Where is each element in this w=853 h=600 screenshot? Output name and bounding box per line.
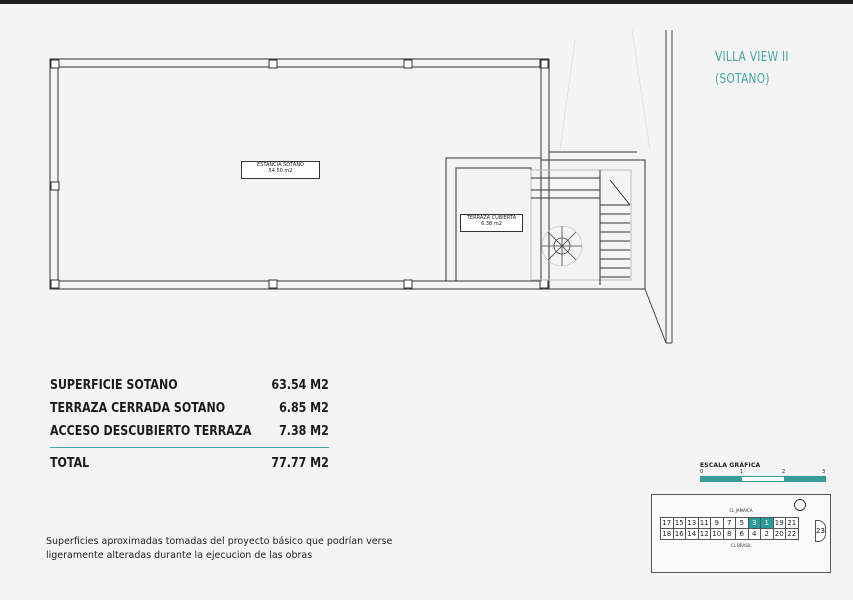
lot-17: 17 — [660, 517, 674, 529]
area-row — [50, 397, 329, 420]
site-plan-key — [651, 494, 831, 573]
project-level: (SOTANO) — [715, 72, 770, 87]
project-title — [715, 47, 789, 91]
room-area: 6.38 m2 — [481, 221, 502, 227]
lot-9: 9 — [710, 517, 724, 529]
lot-2: 2 — [760, 528, 774, 540]
lot-4: 4 — [748, 528, 762, 540]
lot-12: 12 — [698, 528, 712, 540]
lot-15: 15 — [673, 517, 687, 529]
lot-22: 22 — [785, 528, 799, 540]
lot-21: 21 — [785, 517, 799, 529]
note-line: ligeramente alteradas durante la ejecucion de las obras — [46, 550, 313, 561]
area-row — [50, 420, 329, 443]
total-row — [50, 452, 329, 475]
lot-6: 6 — [735, 528, 749, 540]
lot-14: 14 — [685, 528, 699, 540]
stairs — [531, 170, 631, 285]
room-label-terraza — [460, 214, 523, 232]
area-label: SUPERFICIE SOTANO — [50, 378, 178, 393]
room-area: 54.50 m2 — [268, 168, 293, 174]
lot-16: 16 — [673, 528, 687, 540]
lots-bottom-row — [660, 528, 798, 540]
scale-title: ESCALA GRÁFICA — [700, 462, 761, 469]
scale-tick: 0 — [700, 469, 704, 475]
plot-boundary — [645, 30, 672, 343]
divider — [50, 447, 329, 448]
area-value: 63.54 M2 — [271, 378, 329, 393]
scale-bar — [700, 476, 826, 482]
room-label-estancia — [241, 161, 320, 179]
disclaimer-note — [46, 535, 426, 563]
total-label: TOTAL — [50, 456, 90, 471]
note-line: Superficies aproximadas tomadas del proyecto básico que podrían verse — [46, 536, 393, 547]
area-value: 6.85 M2 — [279, 401, 329, 416]
area-row — [50, 374, 329, 397]
street-top: CL JAMAICA — [729, 508, 753, 513]
area-label: ACCESO DESCUBIERTO TERRAZA — [50, 424, 252, 439]
area-summary — [50, 374, 329, 475]
scale-ticks — [700, 469, 826, 476]
lot-1: 1 — [760, 517, 774, 529]
street-bottom: CL BRASIL — [730, 543, 752, 548]
terrace-annex — [446, 59, 645, 289]
graphic-scale — [700, 462, 826, 482]
scale-tick: 3 — [822, 469, 826, 475]
room-name: ESTANCIA SOTANO — [256, 162, 304, 168]
lot-5: 5 — [735, 517, 749, 529]
area-value: 7.38 M2 — [279, 424, 329, 439]
room-name: TERRAZA CUBIERTA — [466, 215, 517, 221]
lot-20: 20 — [773, 528, 787, 540]
lot-end: 23 — [815, 520, 826, 542]
lot-10: 10 — [710, 528, 724, 540]
lot-11: 11 — [698, 517, 712, 529]
lot-18: 18 — [660, 528, 674, 540]
scale-tick: 2 — [782, 469, 786, 475]
lot-13: 13 — [685, 517, 699, 529]
total-value: 77.77 M2 — [271, 456, 329, 471]
lot-19: 19 — [773, 517, 787, 529]
plant-symbol — [542, 226, 582, 266]
area-label: TERRAZA CERRADA SOTANO — [50, 401, 226, 416]
lot-7: 7 — [723, 517, 737, 529]
lot-3: 3 — [748, 517, 762, 529]
lot-8: 8 — [723, 528, 737, 540]
scale-tick: 1 — [740, 469, 744, 475]
project-name: VILLA VIEW II — [715, 50, 789, 65]
